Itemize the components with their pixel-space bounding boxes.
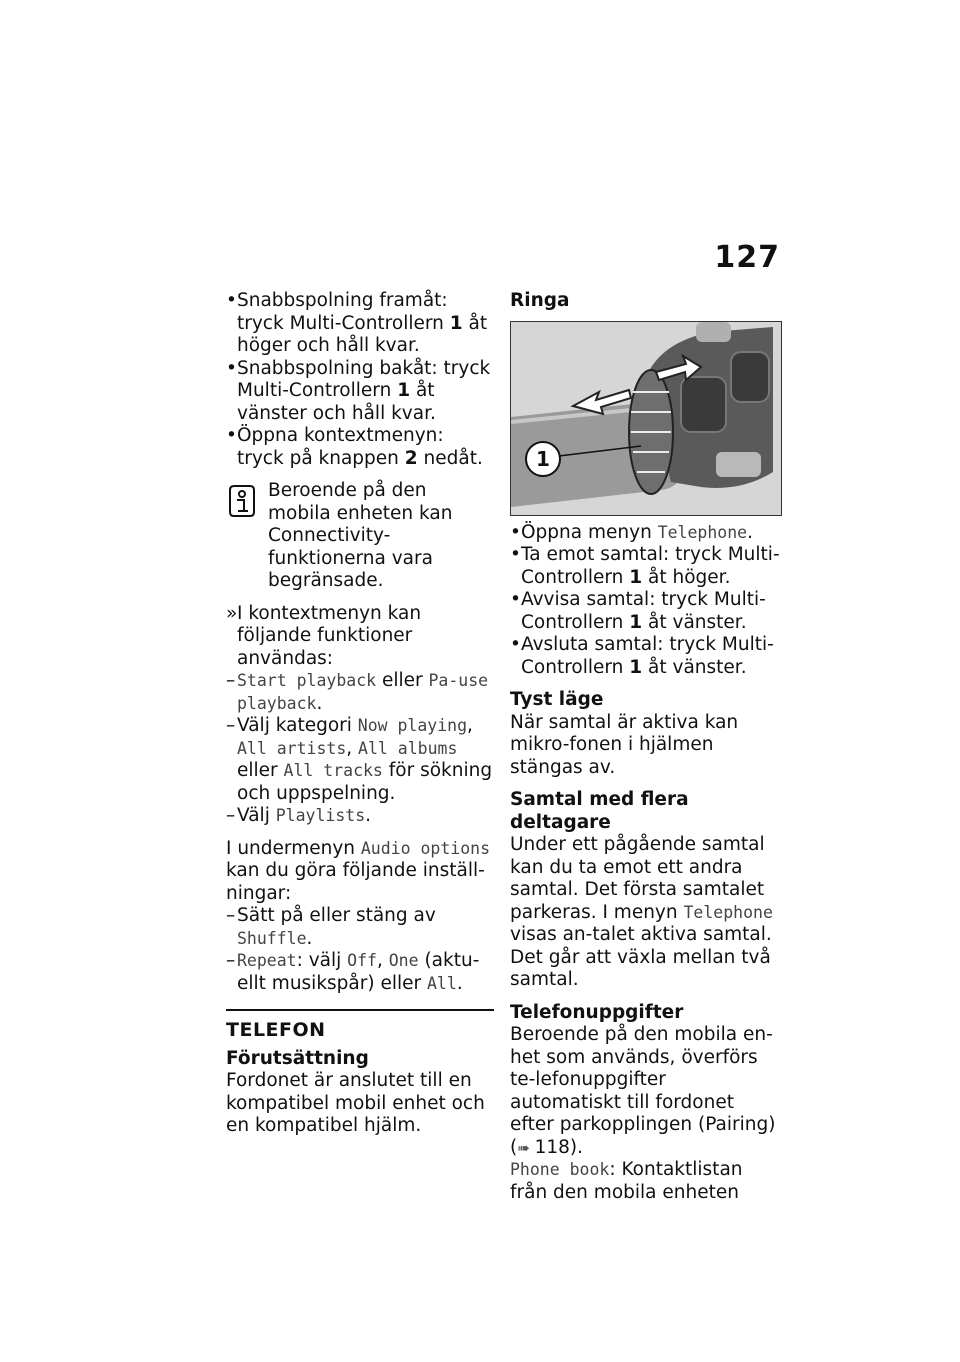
result-item: » I kontextmenyn kan följande funktioner användas: xyxy=(226,602,422,669)
section-heading: TELEFON xyxy=(226,1019,326,1041)
section-divider xyxy=(226,1009,494,1011)
prerequisite-text: Fordonet är anslutet till en kompatibel mobil enhet och en kompatibel hjälm. xyxy=(226,1070,485,1136)
subheading: Samtal med flera deltagare xyxy=(510,789,689,833)
list-item: • Avvisa samtal: tryck Multi-Controllern 1 åt vänster. xyxy=(510,589,766,633)
handlebar-illustration xyxy=(511,322,781,515)
page-reference-arrow-icon: ➠ xyxy=(517,1138,535,1157)
bullet-icon: • xyxy=(226,290,237,311)
paragraph: Beroende på den mobila en-het som används, överförs te-lefonuppgifter automatiskt till fordonet efter parkopplingen (Pairing) (➠ 118). xyxy=(510,1024,776,1158)
subheading: Förutsättning xyxy=(226,1047,369,1069)
list-item: • Avsluta samtal: tryck Multi-Controllern 1 åt vänster. xyxy=(510,634,774,678)
page-reference: 118 xyxy=(534,1136,570,1158)
list-item: – Sätt på eller stäng av Shuffle. xyxy=(226,905,436,949)
list-item: • Öppna menyn Telephone. xyxy=(510,521,753,543)
bullet-icon: • xyxy=(226,357,237,379)
paragraph: Phone book: Kontaktlistan från den mobila enheten xyxy=(510,1159,743,1203)
result-arrow-icon: » xyxy=(226,602,238,624)
subheading: Telefonuppgifter xyxy=(510,1001,684,1023)
subheading: Ringa xyxy=(510,290,570,311)
paragraph: Under ett pågående samtal kan du ta emot ett andra samtal. Det första samtalet parkeras. I menyn Telephone visas an-talet aktiva samtal. Det går att växla mellan två samtal. xyxy=(510,834,773,990)
figure-callout-label: 1 xyxy=(536,446,550,471)
page-number: 127 xyxy=(714,240,780,275)
right-column xyxy=(510,290,782,1204)
info-note xyxy=(226,480,494,593)
dash-icon: – xyxy=(226,805,236,826)
bullet-icon: • xyxy=(510,544,521,565)
dash-icon: – xyxy=(226,715,236,736)
list-item: • Öppna kontextmenyn: tryck på knappen 2 nedåt. xyxy=(226,425,483,469)
list-item: • Snabbspolning bakåt: tryck Multi-Controllern 1 åt vänster och håll kvar. xyxy=(226,357,491,424)
list-item: • Ta emot samtal: tryck Multi-Controllern 1 åt höger. xyxy=(510,544,780,588)
dash-icon: – xyxy=(226,950,236,971)
list-item: – Start playback eller Pa-use playback. xyxy=(226,670,489,714)
handlebar-controls-figure xyxy=(510,321,782,516)
bullet-icon: • xyxy=(510,589,521,610)
list-item: – Repeat: välj Off, One (aktu-ellt musikspår) eller All. xyxy=(226,950,480,994)
paragraph: När samtal är aktiva kan mikro-fonen i hjälmen stängas av. xyxy=(510,711,739,778)
bullet-icon: • xyxy=(510,634,521,655)
dash-icon: – xyxy=(226,670,236,691)
list-item: – Välj Playlists. xyxy=(226,805,372,826)
dash-icon: – xyxy=(226,905,236,926)
info-icon xyxy=(226,484,258,526)
note-text: Beroende på den mobila enheten kan Connectivity-funktionerna vara begränsade. xyxy=(268,480,453,591)
bullet-icon: • xyxy=(226,425,237,446)
list-item: • Snabbspolning framåt: tryck Multi-Controllern 1 åt höger och håll kvar. xyxy=(226,290,488,356)
subheading: Tyst läge xyxy=(510,689,604,710)
audio-options-paragraph: I undermenyn Audio options kan du göra följande inställ-ningar: xyxy=(226,837,491,904)
bullet-icon: • xyxy=(510,521,521,543)
list-item: – Välj kategori Now playing, All artists, All albums eller All tracks för sökning och uppspelning. xyxy=(226,715,493,804)
left-column xyxy=(226,290,494,1138)
